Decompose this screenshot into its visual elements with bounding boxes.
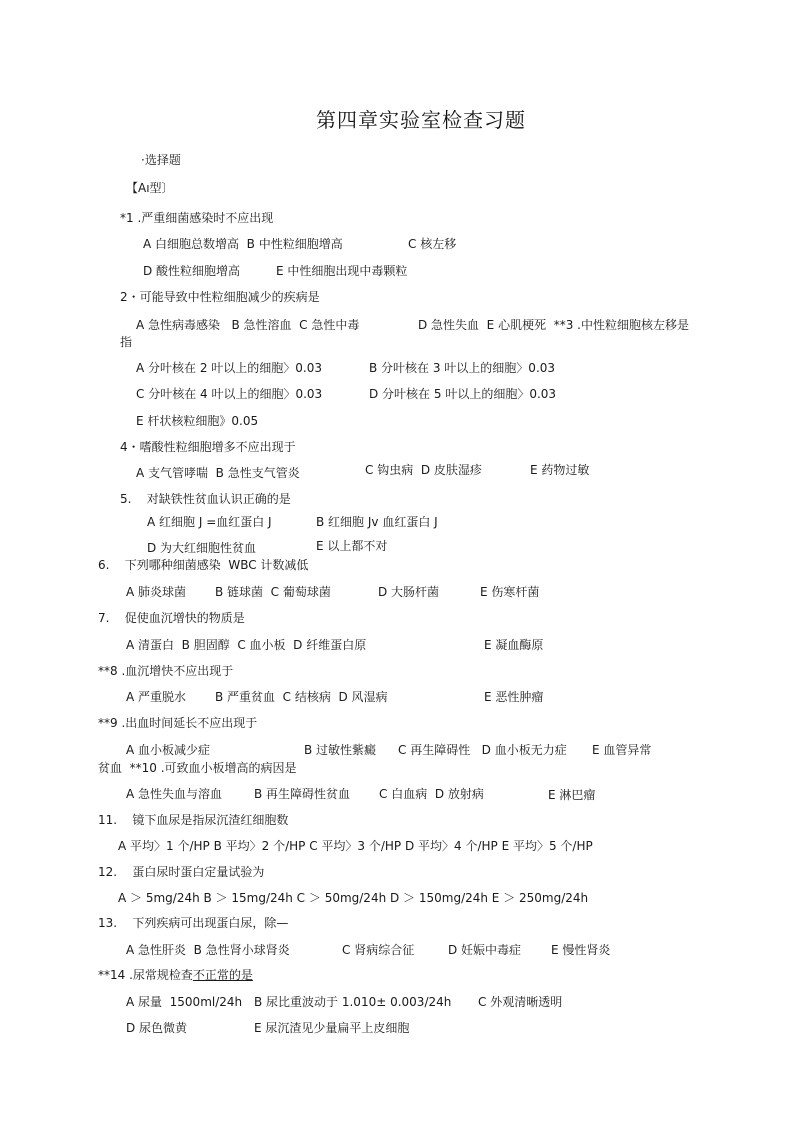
option-line: B 红细胞 Jv 血红蛋白 J [316,515,438,529]
option-line: E 慢性肾炎 [551,943,611,957]
option-line: C 再生障碍性 D 血小板无力症 [398,743,567,757]
option-line: A 尿量 1500ml/24h [126,995,243,1009]
option-line: A 严重脱水 [126,690,187,704]
option-line: D 大肠杆菌 [378,585,440,599]
option-line: D 急性失血 E 心肌梗死 **3 .中性粒细胞核左移是 [418,318,689,332]
option-line: E 凝血酶原 [484,638,544,652]
option-line: A 红细胞 J =血红蛋白 J [147,515,272,529]
option-line: C 外观清晰透明 [478,995,563,1009]
question-12: 12. 蛋白尿时蛋白定量试验为 [98,865,265,879]
question-13: 13. 下列疾病可出现蛋白尿，除— [98,916,289,930]
option-line: E 以上都不对 [316,539,388,553]
question-8: **8 .血沉增快不应出现于 [98,664,234,678]
option-line: A 肺炎球菌 [126,585,187,599]
question-11: 11. 镜下血尿是指尿沉渣红细胞数 [98,813,289,827]
question-9: **9 .出血时间延长不应出现于 [98,716,258,730]
option-line: B 链球菌 C 葡萄球菌 [215,585,331,599]
option-line: A 平均〉1 个/HP B 平均〉2 个/HP C 平均〉3 个/HP D 平均〉4 个/HP E 平均〉5 个/HP [118,839,593,853]
option-line: A 急性肝炎 B 急性肾小球肾炎 [126,943,290,957]
option-line: A 白细胞总数增高 B 中性粒细胞增高 [143,237,343,251]
question-10: 贫血 **10 .可致血小板增高的病因是 [98,761,297,775]
option-line: A 急性失血与溶血 [126,787,223,801]
option-line: A 急性病毒感染 B 急性溶血 C 急性中毒 [136,318,360,332]
option-line: E 杆状核粒细胞》0.05 [136,414,259,428]
question-3-continued: 指 [120,335,133,349]
option-line: B 严重贫血 C 结核病 D 风湿病 [215,690,388,704]
question-7: 7. 促使血沉增快的物质是 [98,611,245,625]
question-5: 5. 对缺铁性贫血认识正确的是 [120,492,291,506]
question-2: 2・可能导致中性粒细胞减少的疾病是 [120,290,320,304]
option-line: C 核左移 [408,237,457,251]
option-line: B 尿比重波动于 1.010± 0.003/24h [254,995,452,1009]
option-line: C 白血病 D 放射病 [379,787,484,801]
option-line: A 支气管哮喘 B 急性支气管炎 [136,466,300,480]
question-1: *1 .严重细菌感染时不应出现 [120,211,274,225]
option-line: A ＞ 5mg/24h B ＞ 15mg/24h C ＞ 50mg/24h D ＞ 150mg/24h E ＞ 250mg/24h [118,891,589,905]
option-line: A 分叶核在 2 叶以上的细胞〉0.03 [136,361,323,375]
page-title: 第四章实验室检查习题 [316,108,526,132]
section-heading: ·选择题 [141,153,181,167]
option-line: B 再生障碍性贫血 [254,787,351,801]
question-14: **14 .尿常规检查不正常的是 [98,968,253,982]
option-line: D 妊娠中毒症 [448,943,522,957]
option-line: C 分叶核在 4 叶以上的细胞〉0.03 [136,387,323,401]
option-line: E 中性细胞出现中毒颗粒 [276,264,408,278]
question-6: 6. 下列哪种细菌感染 WBC 计数减低 [98,558,309,572]
option-line: D 为大红细胞性贫血 [147,541,257,555]
option-line: D 酸性粒细胞增高 [143,264,241,278]
option-line: B 分叶核在 3 叶以上的细胞〉0.03 [369,361,556,375]
option-line: E 淋巴瘤 [548,788,596,802]
option-line: E 恶性肿瘤 [484,690,544,704]
option-line: E 尿沉渣见少量扁平上皮细胞 [254,1021,410,1035]
option-line: E 血管异常 [592,743,652,757]
option-line: A 清蛋白 B 胆固醇 C 血小板 D 纤维蛋白原 [126,638,367,652]
option-line: A 血小板减少症 [126,743,211,757]
option-line: E 药物过敏 [530,463,590,477]
option-line: C 肾病综合征 [342,943,415,957]
option-line: D 分叶核在 5 叶以上的细胞〉0.03 [369,387,557,401]
underlined-phrase: 不正常的是 [192,968,253,982]
option-line: E 伤寒杆菌 [480,585,540,599]
option-line: C 钩虫病 D 皮肤湿疹 [365,463,482,477]
option-line: B 过敏性紫癜 [304,743,377,757]
question-4: 4・嗜酸性粒细胞增多不应出现于 [120,440,296,454]
question-type-header: 【Aı型〕 [126,181,174,195]
option-line: D 尿色微黄 [126,1021,188,1035]
